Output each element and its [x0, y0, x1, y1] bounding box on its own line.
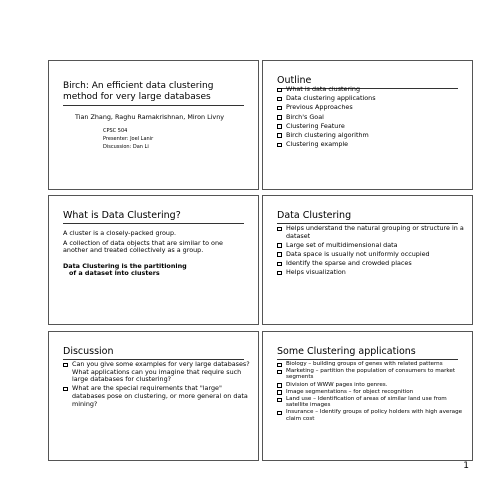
checkbox-bullet-icon: [277, 243, 282, 248]
list-item: Land use – Identification of areas of similar land use from satellite images: [277, 396, 464, 408]
outline-list: [277, 86, 464, 149]
checkbox-bullet-icon: [277, 252, 282, 257]
checkbox-bullet-icon: [277, 115, 282, 120]
checkbox-bullet-icon: [277, 88, 282, 93]
collection-paragraph: A collection of data objects that are similar to one another and treated collectively as a group.: [63, 238, 223, 255]
list-item: Identify the sparse and crowded places: [277, 260, 464, 268]
slide-discussion: [48, 331, 259, 461]
applications-list: [277, 361, 464, 422]
slide-outline: [262, 60, 473, 190]
discussion: Discussion: Dan Li: [103, 144, 149, 150]
checkbox-bullet-icon: [277, 143, 282, 148]
checkbox-bullet-icon: [63, 363, 68, 368]
checkbox-bullet-icon: [277, 124, 282, 129]
checkbox-bullet-icon: [277, 363, 282, 368]
checkbox-bullet-icon: [277, 383, 282, 388]
list-item: Image segmentations – for object recognition: [277, 389, 464, 395]
slide-outline-heading: Outline: [277, 75, 458, 89]
bold-definition-line-1: Data Clustering is the partitioning: [63, 261, 187, 270]
slide-data-clustering-body: [277, 225, 464, 279]
slide-what-is-clustering-body: [63, 230, 244, 278]
checkbox-bullet-icon: [277, 271, 282, 276]
slide-data-clustering-heading: Data Clustering: [277, 210, 458, 224]
list-item: Large set of multidimensional data: [277, 242, 464, 250]
slide-title-body: [63, 113, 250, 151]
discussion-list: [63, 361, 250, 408]
slide-data-clustering: [262, 195, 473, 325]
list-item: Previous Approaches: [277, 104, 464, 112]
course-info: [103, 127, 250, 151]
list-item: What are the special requirements that "large" databases pose on clustering, or more general on data mining?: [63, 385, 250, 408]
checkbox-bullet-icon: [277, 106, 282, 111]
checkbox-bullet-icon: [277, 97, 282, 102]
page-number: 1: [463, 461, 469, 471]
checkbox-bullet-icon: [277, 398, 282, 403]
slide-clustering-applications-heading: Some Clustering applications: [277, 346, 458, 360]
list-item: Data clustering applications: [277, 95, 464, 103]
list-item: Data space is usually not uniformly occupied: [277, 251, 464, 259]
slide-outline-body: [277, 86, 464, 150]
list-item: Insurance – Identify groups of policy holders with high average claim cost: [277, 409, 464, 421]
checkbox-bullet-icon: [277, 227, 282, 232]
slide-title: [48, 60, 259, 190]
checkbox-bullet-icon: [277, 370, 282, 375]
clustering-list: [277, 225, 464, 277]
authors: Tian Zhang, Raghu Ramakrishnan, Miron Livny: [75, 113, 225, 121]
course: CPSC 504: [103, 128, 128, 134]
slide-what-is-clustering-heading: What is Data Clustering?: [63, 210, 244, 224]
definition-paragraph: A cluster is a closely-packed group.: [63, 229, 177, 237]
checkbox-bullet-icon: [277, 133, 282, 138]
list-item: Birch's Goal: [277, 114, 464, 122]
list-item: Clustering example: [277, 141, 464, 149]
presenter: Presenter: Joel Lanir: [103, 136, 154, 142]
list-item: What is data clustering: [277, 86, 464, 94]
list-item: Clustering Feature: [277, 123, 464, 131]
slide-discussion-body: [63, 361, 250, 410]
list-item: Marketing – partition the population of consumers to market segments: [277, 368, 464, 380]
slide-title-heading: Birch: An efficient data clustering method for very large databases: [63, 81, 244, 106]
list-item: Helps visualization: [277, 269, 464, 277]
slide-clustering-applications: [262, 331, 473, 461]
slide-what-is-clustering: [48, 195, 259, 325]
checkbox-bullet-icon: [277, 262, 282, 267]
checkbox-bullet-icon: [277, 411, 282, 416]
list-item: Can you give some examples for very large databases? What applications can you imagine that require such large databases for clustering?: [63, 361, 250, 384]
list-item: Birch clustering algorithm: [277, 132, 464, 140]
bold-definition-line-2: of a dataset into clusters: [69, 269, 160, 278]
slide-clustering-applications-body: [277, 361, 464, 423]
list-item: Helps understand the natural grouping or structure in a dataset: [277, 225, 464, 240]
slide-discussion-heading: Discussion: [63, 346, 244, 360]
checkbox-bullet-icon: [63, 387, 68, 392]
list-item: Biology – building groups of genes with related patterns: [277, 361, 464, 367]
list-item: Division of WWW pages into genres.: [277, 382, 464, 388]
checkbox-bullet-icon: [277, 390, 282, 395]
